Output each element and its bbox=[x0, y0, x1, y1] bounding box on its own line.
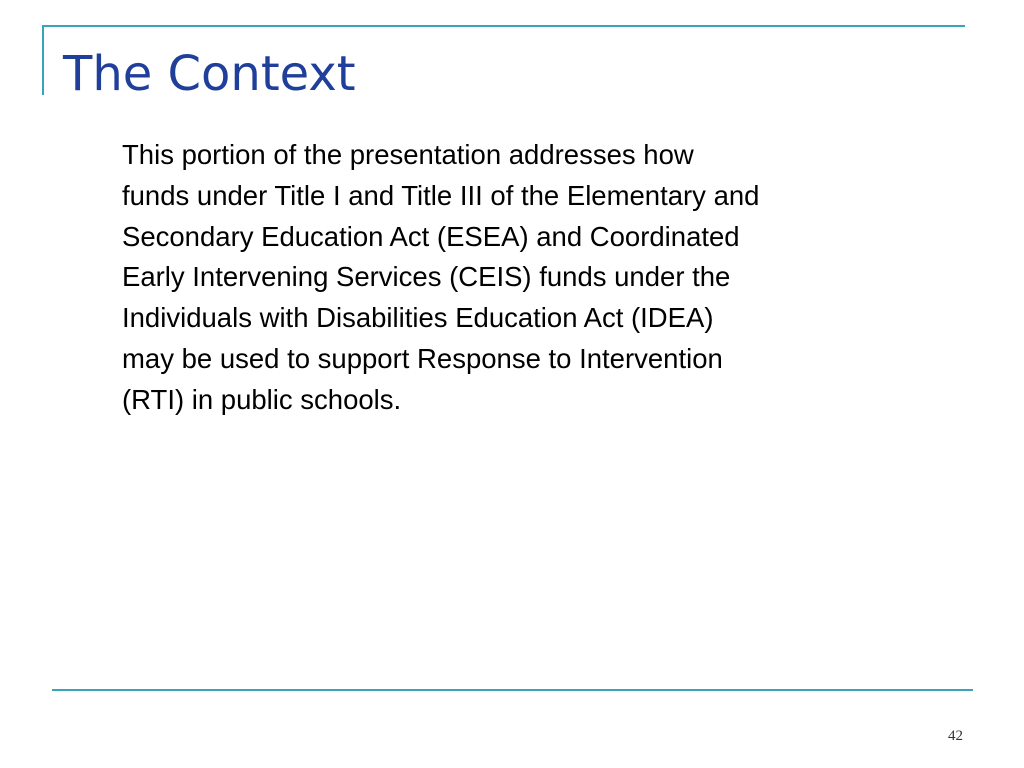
body-line: Secondary Education Act (ESEA) and Coordinated bbox=[122, 220, 740, 252]
slide-body bbox=[122, 135, 922, 421]
frame-top-line bbox=[42, 25, 965, 27]
body-line: Individuals with Disabilities Education Act (IDEA) bbox=[122, 302, 714, 334]
frame-left-line bbox=[42, 25, 44, 95]
body-line: may be used to support Response to Intervention bbox=[122, 342, 723, 374]
body-line: This portion of the presentation addresses how bbox=[122, 139, 694, 170]
body-line: funds under Title I and Title III of the Elementary and bbox=[122, 179, 760, 211]
slide-title: The Context bbox=[63, 46, 356, 102]
body-line: (RTI) in public schools. bbox=[122, 383, 402, 415]
footer-divider bbox=[52, 689, 973, 691]
slide-number: 42 bbox=[948, 728, 963, 744]
body-line: Early Intervening Services (CEIS) funds under the bbox=[122, 261, 731, 293]
